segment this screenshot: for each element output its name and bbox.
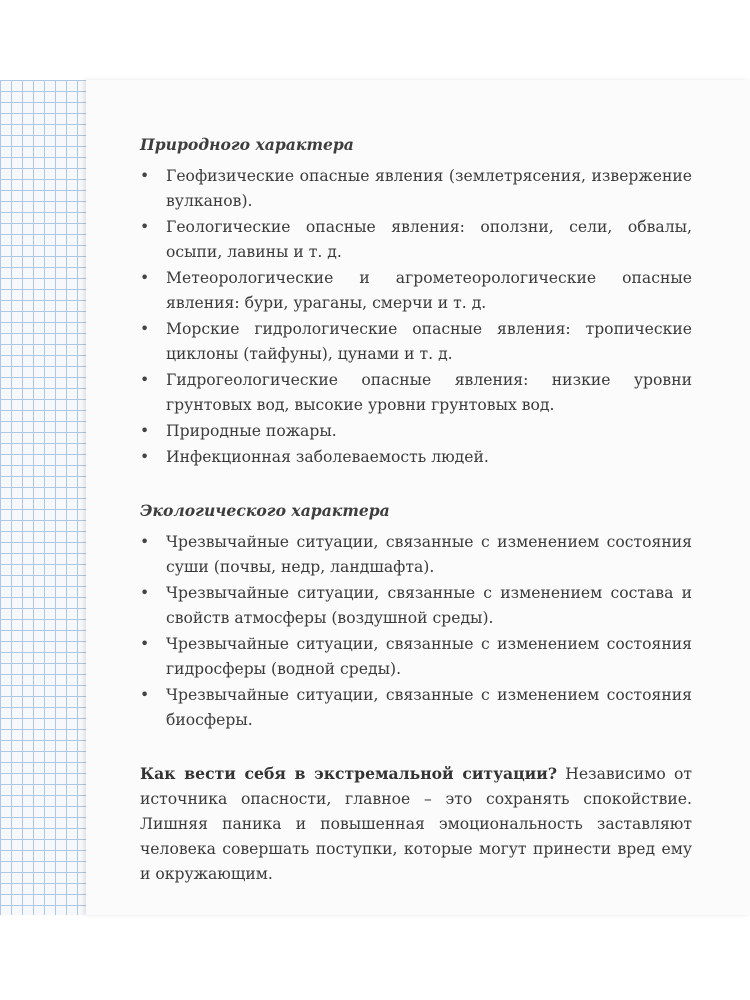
natural-hazards-list	[140, 164, 692, 470]
list-item: • Чрезвычайные ситуации, связанные с изменением состояния суши (почвы, недр, ландшафта).	[140, 530, 692, 580]
list-item: • Чрезвычайные ситуации, связанные с изменением состояния биосферы.	[140, 683, 692, 733]
behavior-paragraph	[140, 761, 692, 887]
ecological-hazards-list	[140, 530, 692, 733]
paragraph-body: Независимо от источника опасности, главное – это сохранять спокойствие. Лишняя паника и повышенная эмоциональность заставляют человека совершать поступки, которые могут принести вред ему и окружающим.	[140, 765, 693, 883]
list-item: • Гидрогеологические опасные явления: низкие уровни грунтовых вод, высокие уровни грунтовых вод.	[140, 368, 692, 418]
list-item: • Природные пожары.	[140, 419, 692, 444]
list-item: • Чрезвычайные ситуации, связанные с изменением состояния гидросферы (водной среды).	[140, 632, 692, 682]
list-item: • Метеорологические и агрометеорологические опасные явления: бури, ураганы, смерчи и т. д.	[140, 266, 692, 316]
paragraph-lead: Как вести себя в экстремальной ситуации?	[140, 764, 557, 783]
list-item: • Геофизические опасные явления (землетрясения, извержение вулканов).	[140, 164, 692, 214]
list-item: • Геологические опасные явления: оползни, сели, обвалы, осыпи, лавины и т. д.	[140, 215, 692, 265]
list-item: • Чрезвычайные ситуации, связанные с изменением состава и свойств атмосферы (воздушной среды).	[140, 581, 692, 631]
notebook-grid-paper	[0, 80, 86, 915]
page-content	[140, 128, 692, 903]
section-heading-natural: Природного характера	[140, 135, 354, 154]
list-item: • Инфекционная заболеваемость людей.	[140, 445, 692, 470]
list-item: • Морские гидрологические опасные явления: тропические циклоны (тайфуны), цунами и т. д.	[140, 317, 692, 367]
section-heading-ecological: Экологического характера	[140, 501, 390, 520]
